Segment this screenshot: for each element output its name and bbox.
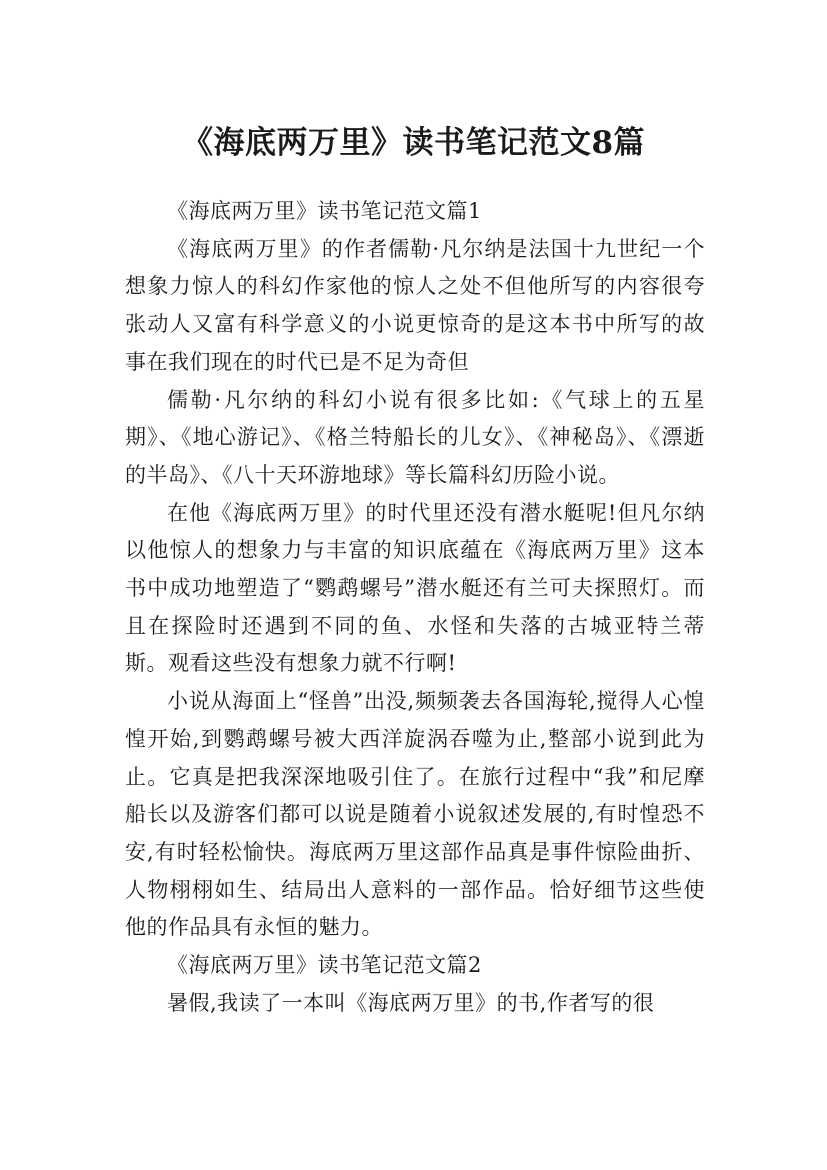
document-title: 《海底两万里》读书笔记范文8篇	[181, 124, 646, 161]
paragraph: 小说从海面上“怪兽”出没,频频袭去各国海轮,搅得人心惶惶开始,到鹦鹉螺号被大西洋旋涡吞噬为止,整部小说到此为止。它真是把我深深地吸引住了。在旅行过程中“我”和尼摩船长以及游客们都可以说是随着小说叙述发展的,有时惶恐不安,有时轻松愉快。海底两万里这部作品真是事件惊险曲折、人物栩栩如生、结局出人意料的一部作品。恰好细节这些使他的作品具有永恒的魅力。	[125, 689, 705, 940]
section-heading-1: 《海底两万里》读书笔记范文篇1	[167, 199, 482, 223]
paragraph: 在他《海底两万里》的时代里还没有潜水艇呢!但凡尔纳以他惊人的想象力与丰富的知识底蕴在《海底两万里》这本书中成功地塑造了“鹦鹉螺号”潜水艇还有兰可夫探照灯。而且在探险时还遇到不同的鱼、水怪和失落的古城亚特兰蒂斯。观看这些没有想象力就不行啊!	[125, 500, 705, 676]
paragraph: 暑假,我读了一本叫《海底两万里》的书,作者写的很	[167, 990, 655, 1015]
paragraph: 《海底两万里》的作者儒勒·凡尔纳是法国十九世纪一个想象力惊人的科幻作家他的惊人之处不但他所写的内容很夸张动人又富有科学意义的小说更惊奇的是这本书中所写的故事在我们现在的时代已是不足为奇但	[125, 236, 705, 374]
paragraph: 儒勒·凡尔纳的科幻小说有很多比如:《气球上的五星期》、《地心游记》、《格兰特船长的儿女》、《神秘岛》、《漂逝的半岛》、《八十天环游地球》等长篇科幻历险小说。	[125, 387, 705, 487]
document-body	[125, 193, 705, 1022]
section-heading-2: 《海底两万里》读书笔记范文篇2	[167, 953, 482, 978]
